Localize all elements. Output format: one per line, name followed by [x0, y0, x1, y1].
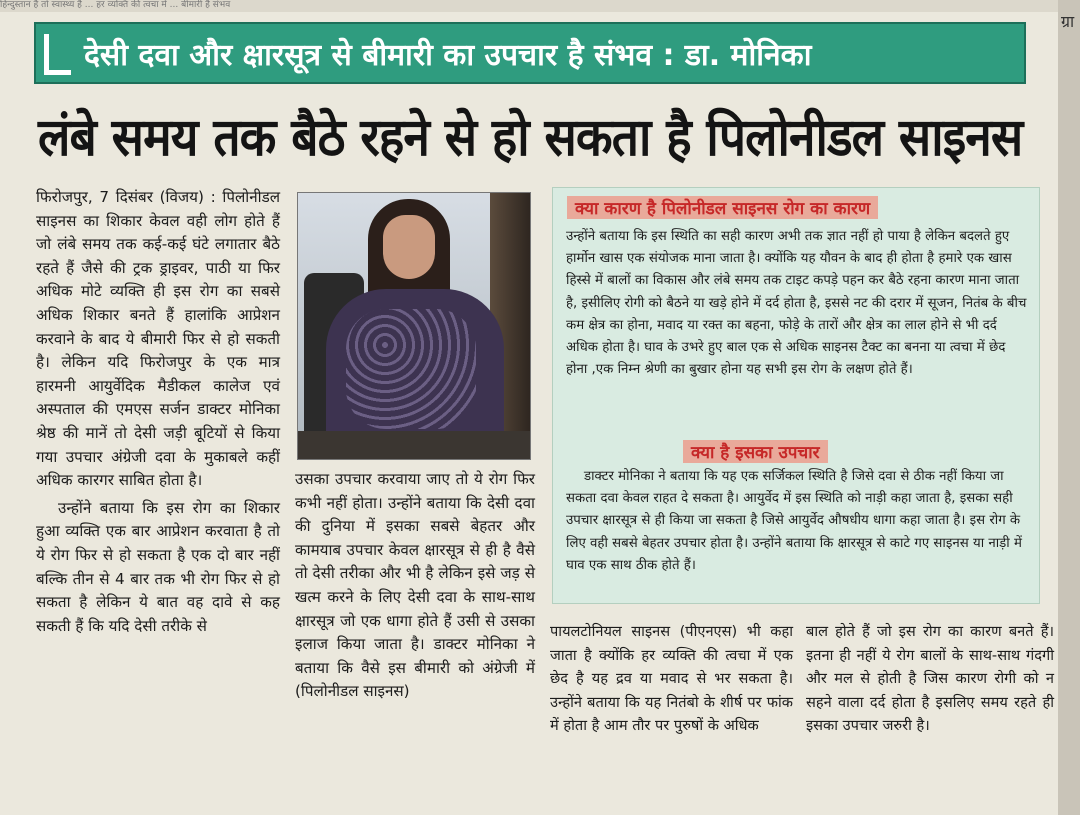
photo-desk [298, 431, 530, 459]
column-1-text-2: उन्होंने बताया कि इस रोग का शिकार हुआ व्यक्ति एक बार आप्रेशन करवाता है तो ये रोग फिर से हो सकता है एक दो बार नहीं बल्कि तीन से 4 बार तक भी रोग फिर से हो सकता है लेकिन ये बात वह दावे से कह सकती हैं कि यदि देसी तरीके से [36, 498, 280, 635]
column-2-text: उसका उपचार करवाया जाए तो ये रोग फिर कभी नहीं होता। उन्होंने बताया कि देसी दवा की दुनिया में इसका सबसे बेहतर और कामयाब उपचार केवल क्षारसूत्र से ही है वैसे तो देसी तरीका और भी है लेकिन इसे जड़ से खत्म करने के लिए देसी दवा के साथ-साथ क्षारसूत्र जो एक धागा होते हैं उसी से उसका इलाज किया जाता है। डाक्टर मोनिका ने बताया कि वैसे इस बीमारी को अंग्रेजी में (पिलोनीडल साइनस) [295, 470, 535, 701]
box-heading-1: क्या कारण है पिलोनीडल साइनस रोग का कारण [567, 196, 878, 219]
doctor-photo [297, 192, 531, 460]
photo-face [383, 215, 435, 279]
column-2 [295, 468, 535, 704]
edge-text: ग्रा [1061, 12, 1075, 31]
kicker-text: देसी दवा और क्षारसूत्र से बीमारी का उपचार है संभव : डा. मोनिका [84, 38, 812, 73]
box-text-2: डाक्टर मोनिका ने बताया कि यह एक सर्जिकल स्थिति है जिसे दवा से ठीक नहीं किया जा सकता दवा केवल राहत दे सकता है। आयुर्वेद में इस स्थिति को नाड़ी कहा जाता है, इसका सही उपचार क्षारसूत्र से ही किया जा सकता है जिसे आयुर्वेद औषधीय धागा कहा जाता है। इस रोग के लिए वही सबसे बेहतर उपचार होता है। उन्होंने बताया कि क्षारसूत्र से काटे गए साइनस या नाड़ी में घाव एक साथ ठीक होते हैं। [566, 469, 1022, 573]
kicker-banner [34, 22, 1026, 84]
column-4-text: बाल होते हैं जो इस रोग का कारण बनते हैं। इतना ही नहीं ये रोग बालों के साथ-साथ गंदगी और मल से होती है जिस कारण रोगी को न सहने वाला दर्द होता है इसलिए समय रहते ही इसका उपचार जरुरी है। [806, 623, 1054, 735]
box-heading-2: क्या है इसका उपचार [683, 440, 828, 463]
column-3-text: पायलटोनियल साइनस (पीएनएस) भी कहा जाता है क्योंकि हर व्यक्ति की त्वचा में एक छेद है यह द्रव या मवाद से भर सकता है। उन्होंने बताया कि यह नितंबो के शीर्ष पर फांक में होता है आम तौर पर पुरुषों के अधिक [550, 623, 793, 735]
top-strip: हिन्दुस्तान है तो स्वास्थ्य है ... हर व्यक्ति की त्वचा में ... बीमारी है संभव [0, 0, 1080, 12]
column-4 [806, 620, 1054, 738]
column-1-text: फिरोजपुर, 7 दिसंबर (विजय) : पिलोनीडल साइनस का शिकार केवल वही लोग होते हैं जो लंबे समय तक कई-कई घंटे लगातार बैठे रहते हैं जैसे की ट्रक ड्राइवर, पाठी या फिर अधिक मोटे व्यक्ति ही इस रोग का सबसे अधिक शिकार बनते हैं हालांकि आप्रेशन करवाने के बाद ये बीमारी फिर से हो सकती है। लेकिन यदि फिरोजपुर के एक मात्र हारमनी आयुर्वेदिक मैडीकल कालेज एवं अस्पताल की एमएस सर्जन डाक्टर मोनिका श्रेष्ठ की मानें तो देसी जड़ी बूटियों से किया गया उपचार अंग्रेजी दवा के मुकाबले कहीं अधिक कारगर साबित होता है। [36, 188, 280, 490]
bracket-mark [44, 34, 71, 75]
headline: लंबे समय तक बैठे रहने से हो सकता है पिलोनीडल साइनस [38, 108, 1023, 168]
box-text-1: उन्होंने बताया कि इस स्थिति का सही कारण अभी तक ज्ञात नहीं हो पाया है लेकिन बदलते हुए हार्मोन खास एक संयोजक माना जाता है। क्योंकि यह यौवन के बाद ही होता है हमारे एक खास हिस्से में बालों का विकास और लंबे समय तक टाइट कपड़े पहन कर बैठे रहना कारण माना जाता है, इसीलिए रोगी को बैठने या खड़े होने में दर्द होता है, इससे नट की दरार में सूजन, नितंब के बीच कम क्षेत्र का होना, मवाद या रक्त का बहना, फोड़े के तारों और क्षेत्र का लाल होने से भी दर्द अधिक होता है। घाव के उभरे हुए बाल एक से अधिक साइनस टैक्ट का बनना या त्वचा में छेद होना ,एक निम्न श्रेणी का बुखार होना यह सभी इस रोग के लक्षण होते हैं। [566, 229, 1027, 378]
adjacent-page-edge [1058, 0, 1080, 815]
column-1 [36, 186, 280, 638]
sidebar-box [552, 187, 1040, 604]
column-3 [550, 620, 793, 738]
